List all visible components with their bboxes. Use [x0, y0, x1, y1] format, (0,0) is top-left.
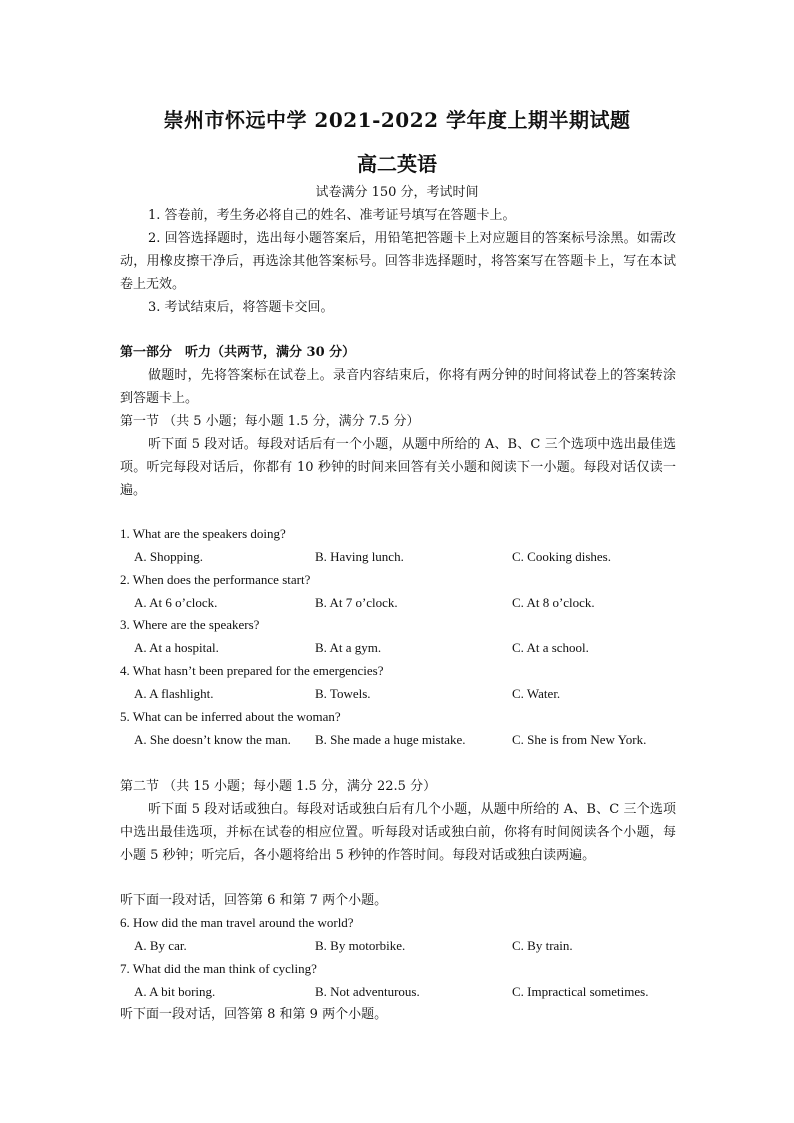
option-3a: A. At a hospital.: [134, 640, 219, 655]
option-1b: B. Having lunch.: [315, 549, 404, 564]
section2-intro: 听下面 5 段对话或独白。每段对话或独白后有几个小题，从题中所给的 A、B、C 三个选项中选出最佳选项，并标在试卷的相应位置。听每段对话或独白前，你将有时间阅读各个小题，每小题 5 秒钟；听完后，各小题将给出 5 秒钟的作答时间。每段对话或独白读两遍。: [120, 802, 676, 863]
option-7c: C. Impractical sometimes.: [512, 984, 649, 999]
question-2: 2. When does the performance start?: [120, 572, 311, 587]
option-7a: A. A bit boring.: [134, 984, 216, 999]
question-4: 4. What hasn’t been prepared for the emergencies?: [120, 663, 384, 678]
question-7: 7. What did the man think of cycling?: [120, 961, 317, 976]
part1-intro: 做题时，先将答案标在试卷上。录音内容结束后，你将有两分钟的时间将试卷上的答案转涂到答题卡上。: [120, 368, 676, 406]
question-6: 6. How did the man travel around the world?: [120, 915, 354, 930]
option-5b: B. She made a huge mistake.: [315, 732, 466, 747]
option-5a: A. She doesn’t know the man.: [134, 732, 291, 747]
option-4b: B. Towels.: [315, 686, 371, 701]
option-3c: C. At a school.: [512, 640, 589, 655]
option-6a: A. By car.: [134, 938, 187, 953]
section1-heading: 第一节 （共 5 小题；每小题 1.5 分，满分 7.5 分）: [120, 414, 420, 429]
option-1a: A. Shopping.: [134, 549, 203, 564]
option-2c: C. At 8 o’clock.: [512, 595, 595, 610]
option-3b: B. At a gym.: [315, 640, 382, 655]
option-2b: B. At 7 o’clock.: [315, 595, 398, 610]
dialog-intro-8-9: 听下面一段对话，回答第 8 和第 9 两个小题。: [120, 1007, 388, 1022]
question-3: 3. Where are the speakers?: [120, 617, 260, 632]
option-2a: A. At 6 o’clock.: [134, 595, 218, 610]
exam-title: 崇州市怀远中学 2021-2022 学年度上期半期试题: [163, 108, 631, 132]
option-7b: B. Not adventurous.: [315, 984, 420, 999]
option-5c: C. She is from New York.: [512, 732, 647, 747]
instruction-2: 2. 回答选择题时，选出每小题答案后，用铅笔把答题卡上对应题目的答案标号涂黑。如需改动，用橡皮擦干净后，再选涂其他答案标号。回答非选择题时，将答案写在答题卡上，写在本试卷上无效。: [120, 231, 676, 292]
part1-heading: 第一部分 听力（共两节，满分 30 分）: [120, 345, 356, 360]
question-1: 1. What are the speakers doing?: [120, 526, 286, 541]
instruction-1: 1. 答卷前，考生务必将自己的姓名、准考证号填写在答题卡上。: [148, 208, 516, 223]
exam-info: 试卷满分 150 分，考试时间: [315, 185, 479, 200]
option-4c: C. Water.: [512, 686, 561, 701]
option-1c: C. Cooking dishes.: [512, 549, 611, 564]
option-4a: A. A flashlight.: [134, 686, 214, 701]
option-6c: C. By train.: [512, 938, 573, 953]
dialog-intro-6-7: 听下面一段对话，回答第 6 和第 7 两个小题。: [120, 893, 388, 908]
section1-intro: 听下面 5 段对话。每段对话后有一个小题，从题中所给的 A、B、C 三个选项中选出最佳选项。听完每段对话后，你都有 10 秒钟的时间来回答有关小题和阅读下一小题。每段对话仅读一遍。: [120, 437, 676, 498]
instruction-3: 3. 考试结束后，将答题卡交回。: [148, 300, 334, 315]
section2-heading: 第二节 （共 15 小题；每小题 1.5 分，满分 22.5 分）: [120, 779, 437, 794]
question-5: 5. What can be inferred about the woman?: [120, 709, 341, 724]
option-6b: B. By motorbike.: [315, 938, 406, 953]
exam-subtitle: 高二英语: [357, 152, 437, 176]
